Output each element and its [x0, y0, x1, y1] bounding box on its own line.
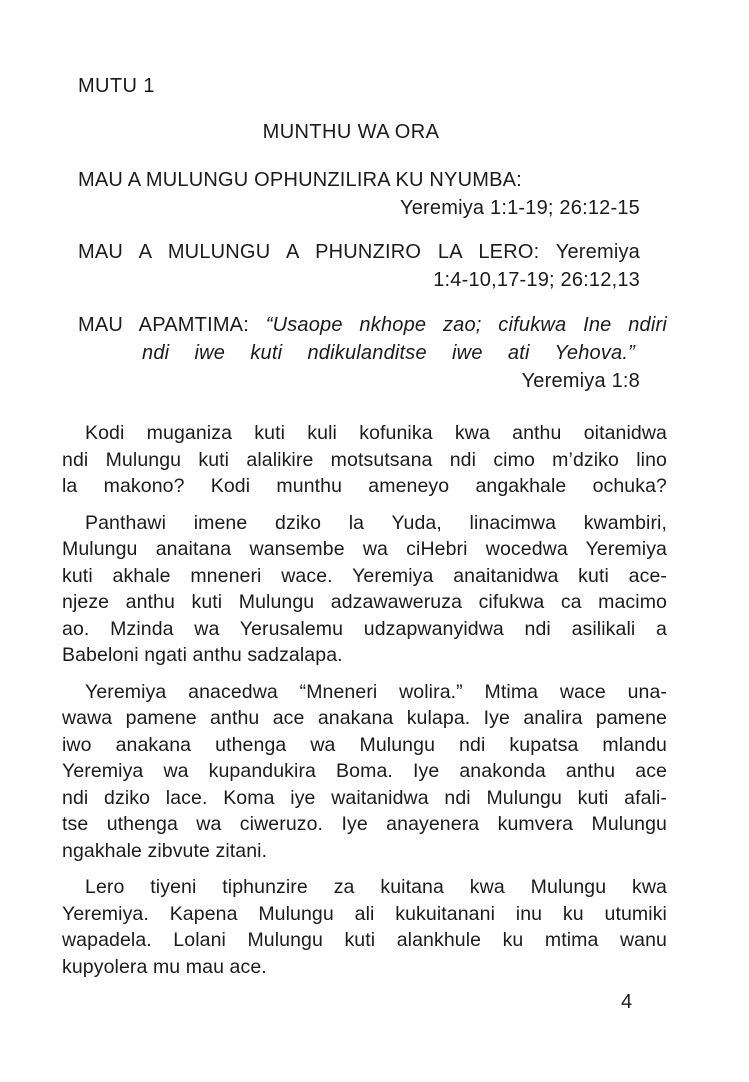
page-title: MUNTHU WA ORA [262, 121, 440, 143]
paragraph-line: Yeremiya. Kapena Mulungu ali kukuitanani inu ku utumiki [62, 902, 667, 925]
home-study-label: MAU A MULUNGU OPHUNZILIRA KU NYUMBA: [78, 169, 522, 191]
paragraph-line: Yeremiya anacedwa “Mneneri wolira.” Mtima wace una- [85, 680, 667, 703]
paragraph-line: Kodi muganiza kuti kuli kofunika kwa anthu oitanidwa [85, 422, 667, 444]
lesson-reference-book: Yeremiya [555, 241, 640, 263]
paragraph-line: Lero tiyeni tiphunzire za kuitana kwa Mulungu kwa [85, 876, 667, 898]
lesson-heading-line [78, 238, 640, 266]
lesson-reference-verses: 1:4-10,17-19; 26:12,13 [433, 269, 640, 291]
body-paragraphs [62, 420, 667, 980]
paragraph [62, 510, 667, 669]
paragraph-line: Panthawi imene dziko la Yuda, linacimwa kwambiri, [85, 511, 667, 534]
memory-verse-quote-line2: ndi iwe kuti ndikulanditse iwe ati Yehova.” [142, 342, 635, 364]
paragraph-line: njeze anthu kuti Mulungu adzawaweruza cifukwa ca macimo [62, 591, 667, 613]
paragraph-line: ndi Mulungu kuti alalikire motsutsana ndi cimo m’dziko lino [62, 448, 667, 471]
page-number: 4 [621, 991, 633, 1013]
memory-verse-section [62, 311, 667, 395]
paragraph-line: tse uthenga wa ciweruzo. Iye anayenera kumvera Mulungu [62, 813, 667, 835]
memory-verse-reference: Yeremiya 1:8 [521, 370, 640, 392]
study-headings [62, 166, 667, 294]
paragraph-line: Babeloni ngati anthu sadzalapa. [62, 644, 343, 666]
paragraph-line: kuti akhale mneneri wace. Yeremiya anaitanidwa kuti ace- [62, 564, 667, 587]
paragraph-line: la makono? Kodi munthu ameneyo angakhale ochuka? [62, 475, 667, 497]
paragraph [62, 679, 667, 865]
memory-verse-quote-line1: “Usaope nkhope zao; cifukwa Ine ndiri [265, 314, 667, 336]
chapter-label: MUTU 1 [78, 75, 155, 97]
memory-verse-label: MAU APAMTIMA: [78, 314, 249, 336]
paragraph-line: ngakhale zibvute zitani. [62, 839, 268, 862]
paragraph [62, 874, 667, 980]
paragraph-line: ao. Mzinda wa Yerusalemu udzapwanyidwa ndi asilikali a [62, 617, 667, 640]
lesson-label: MAU A MULUNGU A PHUNZIRO LA LERO: [78, 241, 540, 263]
paragraph-line: ndi dziko lace. Koma iye waitanidwa ndi Mulungu kuti afali- [62, 786, 667, 809]
memory-verse-line1 [62, 311, 667, 339]
paragraph-line: wawa pamene anthu ace anakana kulapa. Iye analira pamene [62, 707, 667, 729]
paragraph [62, 420, 667, 500]
home-study-reference: Yeremiya 1:1-19; 26:12-15 [400, 197, 640, 219]
paragraph-line: kupyolera mu mau ace. [62, 955, 267, 978]
paragraph-line: iwo anakana uthenga wa Mulungu ndi kupatsa mlandu [62, 733, 667, 756]
paragraph-line: wapadela. Lolani Mulungu kuti alankhule ku mtima wanu [62, 929, 667, 951]
paragraph-line: Yeremiya wa kupandukira Boma. Iye anakonda anthu ace [62, 760, 667, 782]
paragraph-line: Mulungu anaitana wansembe wa ciHebri wocedwa Yeremiya [62, 538, 667, 560]
